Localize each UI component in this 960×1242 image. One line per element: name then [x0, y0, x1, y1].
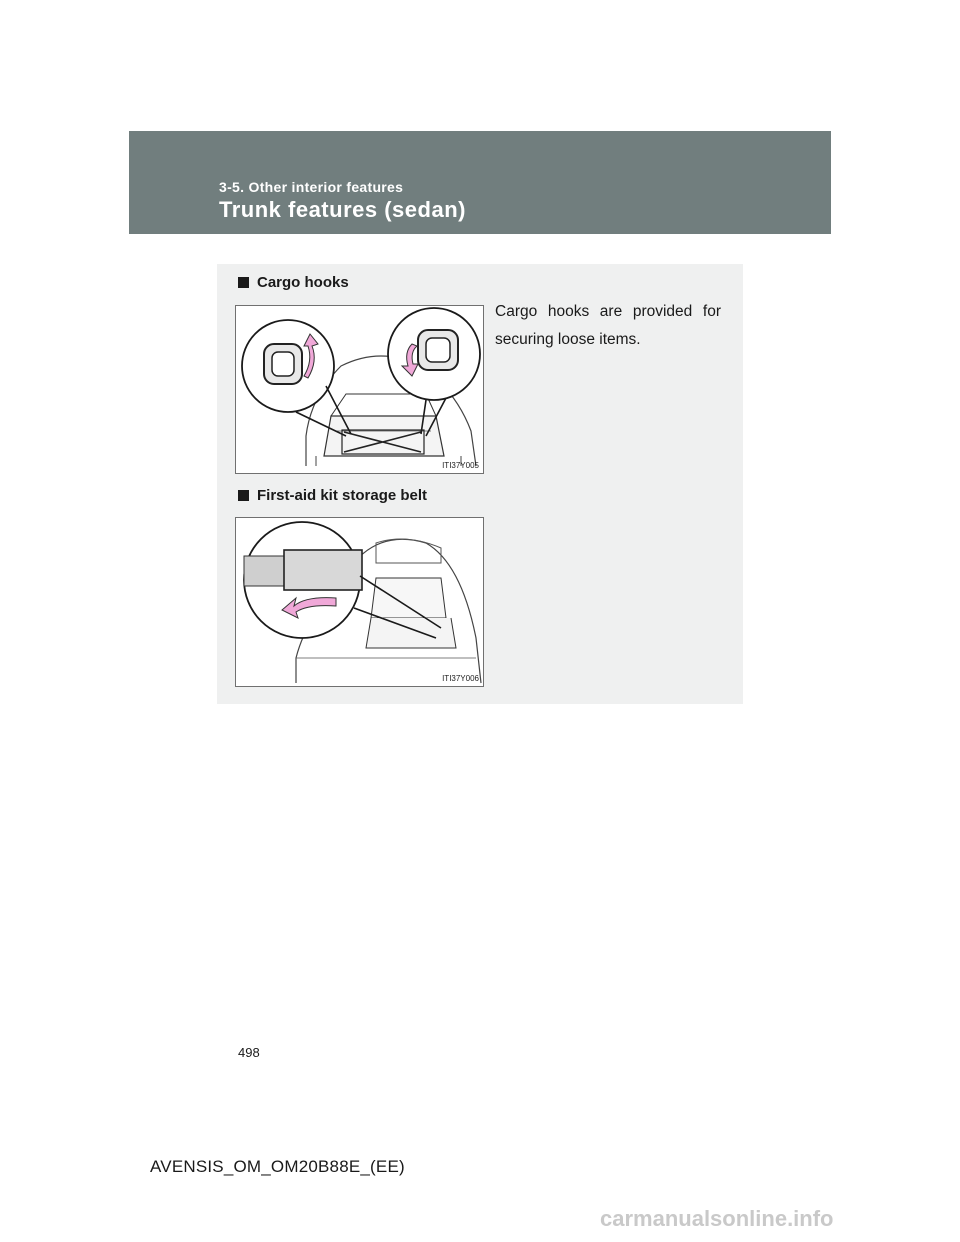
first-aid-heading	[238, 487, 427, 504]
cargo-hooks-illustration	[235, 305, 484, 474]
bullet-square-icon	[238, 277, 249, 288]
page-title: Trunk features (sedan)	[219, 197, 466, 222]
trunk-cargo-hooks-drawing	[236, 306, 484, 474]
figure-code-2: ITI37Y006	[442, 674, 479, 683]
section-label: 3-5. Other interior features	[219, 179, 404, 195]
first-aid-belt-illustration	[235, 517, 484, 687]
watermark: carmanualsonline.info	[600, 1206, 834, 1231]
cargo-hooks-heading	[238, 274, 349, 291]
document-footer: AVENSIS_OM_OM20B88E_(EE)	[150, 1157, 405, 1176]
cargo-hooks-description: Cargo hooks are provided for securing loose items.	[495, 303, 721, 348]
trunk-storage-belt-drawing	[236, 518, 484, 687]
first-aid-heading-text: First-aid kit storage belt	[257, 487, 428, 504]
figure-code-1: ITI37Y005	[442, 461, 479, 470]
page-number: 498	[238, 1045, 260, 1060]
cargo-hooks-heading-text: Cargo hooks	[257, 274, 349, 291]
bullet-square-icon	[238, 490, 249, 501]
section-header-bar	[129, 131, 831, 234]
